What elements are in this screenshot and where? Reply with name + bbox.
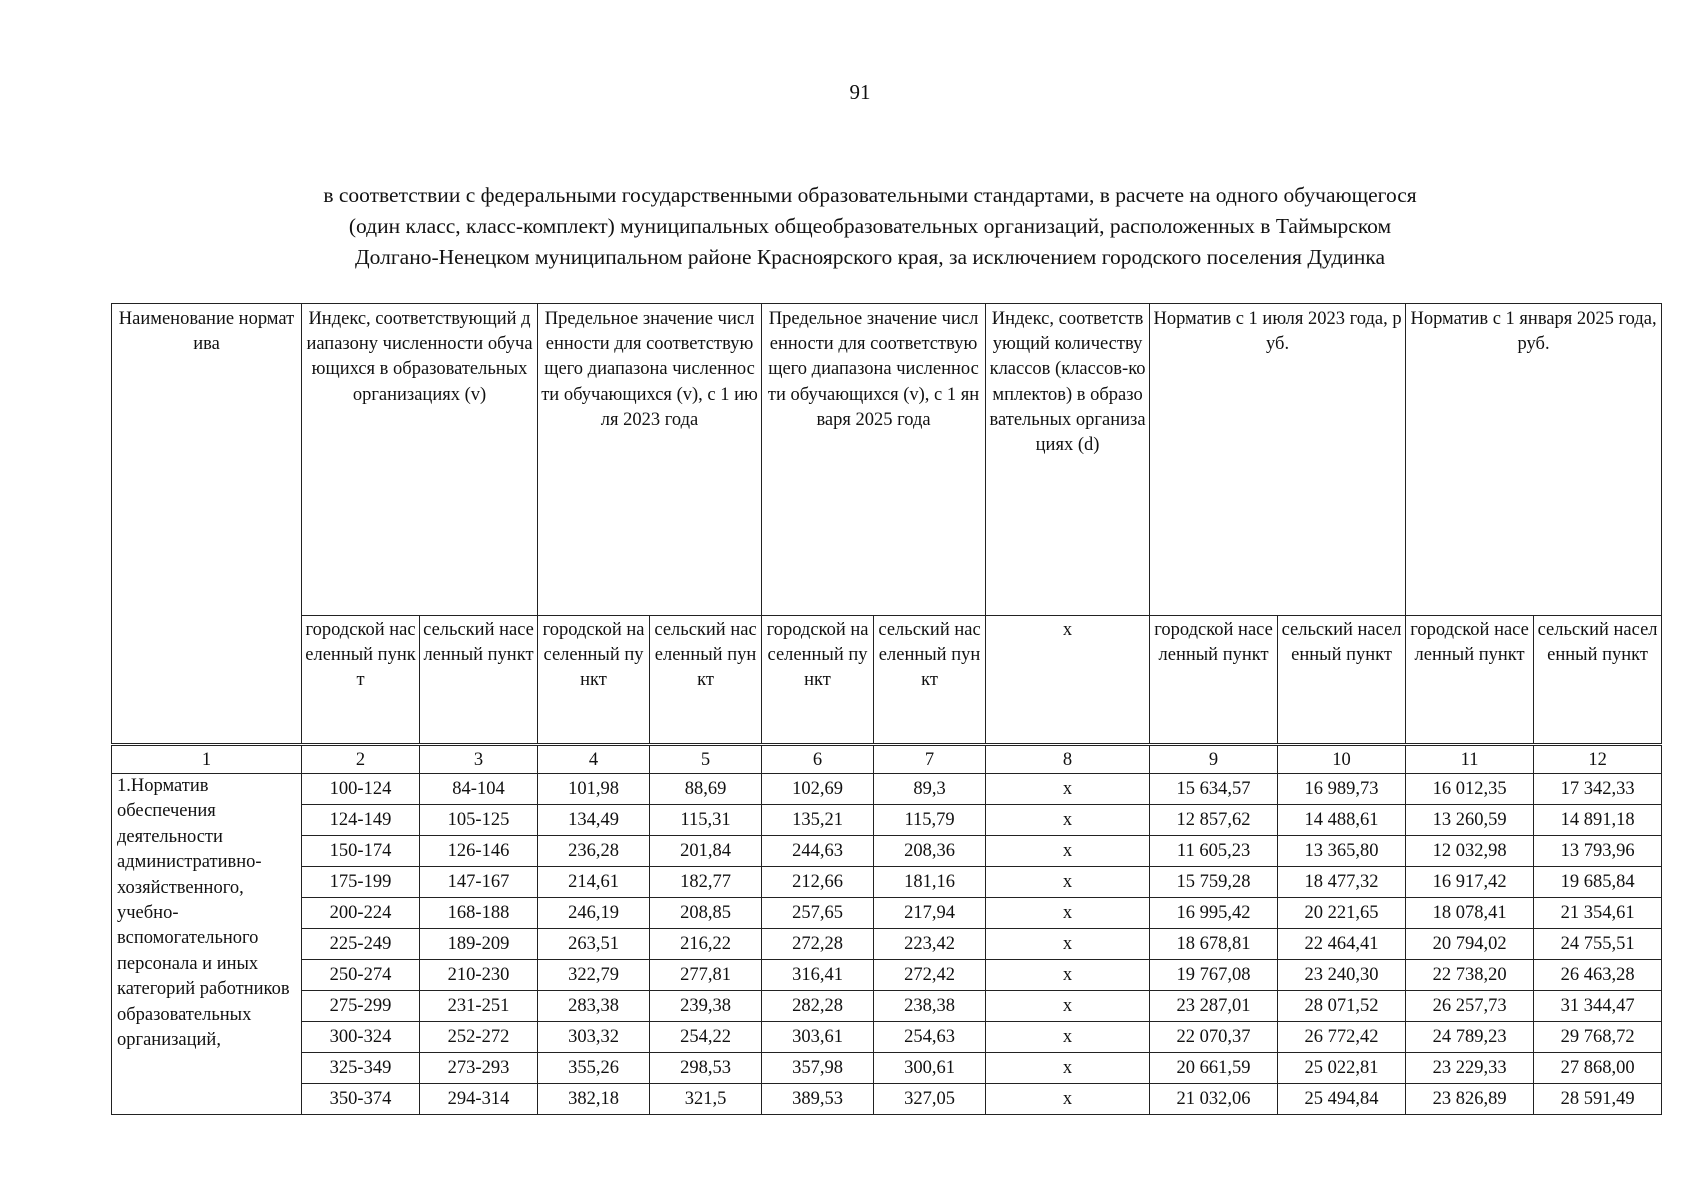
cell-limit-2023-rural: 88,69	[650, 774, 762, 805]
normative-table	[111, 303, 1662, 1115]
table-row	[112, 805, 1662, 836]
table-row	[112, 960, 1662, 991]
cell-norm-2023-urban: 22 070,37	[1150, 1022, 1278, 1053]
cell-norm-2025-rural: 29 768,72	[1534, 1022, 1662, 1053]
cell-norm-2025-rural: 13 793,96	[1534, 836, 1662, 867]
cell-norm-2025-urban: 12 032,98	[1406, 836, 1534, 867]
header-limit-2023: Предельное значение численности для соответствующего диапазона численности обучающихся (v), с 1 июля 2023 года	[538, 304, 762, 616]
cell-limit-2023-rural: 208,85	[650, 898, 762, 929]
cell-norm-2025-rural: 27 868,00	[1534, 1053, 1662, 1084]
header-normative-name: Наименование норматива	[112, 304, 302, 745]
cell-student-index-urban: 300-324	[302, 1022, 420, 1053]
cell-norm-2025-rural: 17 342,33	[1534, 774, 1662, 805]
table-row	[112, 867, 1662, 898]
cell-class-index: x	[986, 1022, 1150, 1053]
column-number: 5	[650, 745, 762, 774]
cell-norm-2023-rural: 18 477,32	[1278, 867, 1406, 898]
cell-student-index-urban: 175-199	[302, 867, 420, 898]
cell-student-index-rural: 294-314	[420, 1084, 538, 1115]
cell-limit-2023-rural: 298,53	[650, 1053, 762, 1084]
cell-norm-2025-rural: 31 344,47	[1534, 991, 1662, 1022]
cell-norm-2023-urban: 12 857,62	[1150, 805, 1278, 836]
header-student-index: Индекс, соответствующий диапазону численности обучающихся в образовательных организациях (v)	[302, 304, 538, 616]
column-number: 2	[302, 745, 420, 774]
subheader-rural: сельский населенный пункт	[1534, 616, 1662, 745]
cell-limit-2023-rural: 277,81	[650, 960, 762, 991]
subheader-urban: городской населенный пункт	[538, 616, 650, 745]
cell-norm-2023-rural: 23 240,30	[1278, 960, 1406, 991]
column-number-row	[112, 745, 1662, 774]
cell-limit-2025-urban: 212,66	[762, 867, 874, 898]
heading-line-3: Долгано-Ненецком муниципальном районе Красноярского края, за исключением городского поселения Дудинка	[354, 245, 1386, 269]
cell-norm-2025-urban: 23 826,89	[1406, 1084, 1534, 1115]
cell-norm-2023-rural: 13 365,80	[1278, 836, 1406, 867]
cell-limit-2025-urban: 272,28	[762, 929, 874, 960]
subheader-urban: городской населенный пункт	[302, 616, 420, 745]
cell-limit-2023-urban: 283,38	[538, 991, 650, 1022]
cell-limit-2023-urban: 355,26	[538, 1053, 650, 1084]
cell-limit-2025-urban: 257,65	[762, 898, 874, 929]
table-row	[112, 774, 1662, 805]
cell-limit-2023-rural: 239,38	[650, 991, 762, 1022]
cell-limit-2025-rural: 327,05	[874, 1084, 986, 1115]
cell-student-index-rural: 210-230	[420, 960, 538, 991]
cell-norm-2023-rural: 20 221,65	[1278, 898, 1406, 929]
cell-student-index-urban: 200-224	[302, 898, 420, 929]
cell-limit-2023-urban: 246,19	[538, 898, 650, 929]
cell-norm-2023-rural: 14 488,61	[1278, 805, 1406, 836]
cell-limit-2023-rural: 115,31	[650, 805, 762, 836]
cell-student-index-rural: 231-251	[420, 991, 538, 1022]
cell-limit-2023-rural: 201,84	[650, 836, 762, 867]
cell-limit-2025-urban: 389,53	[762, 1084, 874, 1115]
cell-limit-2025-rural: 272,42	[874, 960, 986, 991]
column-number: 6	[762, 745, 874, 774]
cell-limit-2025-rural: 217,94	[874, 898, 986, 929]
cell-norm-2023-urban: 23 287,01	[1150, 991, 1278, 1022]
subheader-rural: сельский населенный пункт	[1278, 616, 1406, 745]
cell-limit-2023-rural: 182,77	[650, 867, 762, 898]
column-number: 7	[874, 745, 986, 774]
cell-limit-2025-rural: 115,79	[874, 805, 986, 836]
column-number: 9	[1150, 745, 1278, 774]
column-number: 3	[420, 745, 538, 774]
cell-norm-2023-rural: 26 772,42	[1278, 1022, 1406, 1053]
cell-norm-2023-urban: 19 767,08	[1150, 960, 1278, 991]
cell-student-index-urban: 325-349	[302, 1053, 420, 1084]
cell-norm-2023-rural: 28 071,52	[1278, 991, 1406, 1022]
cell-limit-2023-urban: 101,98	[538, 774, 650, 805]
cell-norm-2025-urban: 26 257,73	[1406, 991, 1534, 1022]
cell-class-index: x	[986, 867, 1150, 898]
cell-norm-2025-rural: 24 755,51	[1534, 929, 1662, 960]
subheader-urban: городской населенный пункт	[1150, 616, 1278, 745]
cell-class-index: x	[986, 898, 1150, 929]
column-number: 10	[1278, 745, 1406, 774]
cell-class-index: x	[986, 991, 1150, 1022]
cell-limit-2025-rural: 254,63	[874, 1022, 986, 1053]
table-row	[112, 991, 1662, 1022]
cell-limit-2023-urban: 236,28	[538, 836, 650, 867]
cell-limit-2023-urban: 134,49	[538, 805, 650, 836]
cell-norm-2025-urban: 20 794,02	[1406, 929, 1534, 960]
cell-norm-2023-urban: 15 759,28	[1150, 867, 1278, 898]
table-row	[112, 836, 1662, 867]
cell-limit-2023-urban: 382,18	[538, 1084, 650, 1115]
cell-student-index-rural: 252-272	[420, 1022, 538, 1053]
cell-limit-2023-urban: 263,51	[538, 929, 650, 960]
cell-limit-2023-urban: 303,32	[538, 1022, 650, 1053]
subheader-urban: городской населенный пункт	[1406, 616, 1534, 745]
column-number: 11	[1406, 745, 1534, 774]
cell-limit-2025-urban: 316,41	[762, 960, 874, 991]
normative-name-cell: 1.Норматив обеспечения деятельности административно-хозяйственного, учебно-вспомогательного персонала и иных категорий работников образовательных организаций,	[112, 774, 302, 1115]
cell-norm-2023-urban: 15 634,57	[1150, 774, 1278, 805]
table-row	[112, 1084, 1662, 1115]
cell-student-index-rural: 189-209	[420, 929, 538, 960]
cell-norm-2025-urban: 24 789,23	[1406, 1022, 1534, 1053]
subheader-rural: сельский населенный пункт	[874, 616, 986, 745]
cell-limit-2025-rural: 89,3	[874, 774, 986, 805]
cell-norm-2025-urban: 16 012,35	[1406, 774, 1534, 805]
heading-line-2: (один класс, класс-комплект) муниципальных общеобразовательных организаций, расположенных в Таймырском	[348, 214, 1392, 238]
subheader-rural: сельский населенный пункт	[420, 616, 538, 745]
cell-limit-2025-urban: 282,28	[762, 991, 874, 1022]
table-row	[112, 1022, 1662, 1053]
heading-line-1: в соответствии с федеральными государственными образовательными стандартами, в расчете на одного обучающегося	[323, 183, 1417, 207]
cell-limit-2023-rural: 216,22	[650, 929, 762, 960]
cell-limit-2025-rural: 238,38	[874, 991, 986, 1022]
cell-limit-2023-urban: 214,61	[538, 867, 650, 898]
cell-limit-2025-urban: 135,21	[762, 805, 874, 836]
cell-norm-2025-urban: 22 738,20	[1406, 960, 1534, 991]
cell-norm-2025-urban: 18 078,41	[1406, 898, 1534, 929]
cell-norm-2025-rural: 21 354,61	[1534, 898, 1662, 929]
cell-student-index-rural: 168-188	[420, 898, 538, 929]
cell-limit-2023-rural: 254,22	[650, 1022, 762, 1053]
cell-limit-2023-rural: 321,5	[650, 1084, 762, 1115]
document-heading	[150, 180, 1590, 273]
column-number: 4	[538, 745, 650, 774]
table-row	[112, 898, 1662, 929]
cell-student-index-rural: 84-104	[420, 774, 538, 805]
cell-student-index-urban: 124-149	[302, 805, 420, 836]
header-limit-2025: Предельное значение численности для соответствующего диапазона численности обучающихся (v), с 1 января 2025 года	[762, 304, 986, 616]
cell-class-index: x	[986, 1084, 1150, 1115]
table-row	[112, 929, 1662, 960]
cell-student-index-urban: 150-174	[302, 836, 420, 867]
subheader-rural: сельский населенный пункт	[650, 616, 762, 745]
cell-class-index: x	[986, 929, 1150, 960]
cell-class-index: x	[986, 774, 1150, 805]
cell-limit-2025-rural: 208,36	[874, 836, 986, 867]
cell-class-index: x	[986, 805, 1150, 836]
cell-student-index-urban: 100-124	[302, 774, 420, 805]
cell-limit-2025-urban: 244,63	[762, 836, 874, 867]
table-row	[112, 1053, 1662, 1084]
cell-student-index-urban: 350-374	[302, 1084, 420, 1115]
cell-norm-2023-rural: 25 494,84	[1278, 1084, 1406, 1115]
cell-norm-2025-rural: 28 591,49	[1534, 1084, 1662, 1115]
cell-limit-2025-rural: 223,42	[874, 929, 986, 960]
cell-norm-2023-urban: 18 678,81	[1150, 929, 1278, 960]
cell-student-index-rural: 126-146	[420, 836, 538, 867]
cell-limit-2025-urban: 102,69	[762, 774, 874, 805]
cell-norm-2023-urban: 16 995,42	[1150, 898, 1278, 929]
cell-norm-2023-urban: 21 032,06	[1150, 1084, 1278, 1115]
cell-norm-2023-urban: 20 661,59	[1150, 1053, 1278, 1084]
cell-norm-2025-urban: 13 260,59	[1406, 805, 1534, 836]
cell-student-index-rural: 273-293	[420, 1053, 538, 1084]
cell-student-index-urban: 275-299	[302, 991, 420, 1022]
subheader-urban: городской населенный пункт	[762, 616, 874, 745]
cell-limit-2025-rural: 300,61	[874, 1053, 986, 1084]
cell-class-index: x	[986, 836, 1150, 867]
page-number: 91	[849, 80, 871, 104]
column-number: 8	[986, 745, 1150, 774]
cell-student-index-urban: 225-249	[302, 929, 420, 960]
header-class-index: Индекс, соответствующий количеству классов (классов-комплектов) в образовательных организациях (d)	[986, 304, 1150, 616]
cell-student-index-rural: 105-125	[420, 805, 538, 836]
column-number: 12	[1534, 745, 1662, 774]
cell-norm-2023-rural: 25 022,81	[1278, 1053, 1406, 1084]
cell-norm-2025-urban: 23 229,33	[1406, 1053, 1534, 1084]
cell-norm-2023-rural: 22 464,41	[1278, 929, 1406, 960]
cell-norm-2025-urban: 16 917,42	[1406, 867, 1534, 898]
header-norm-2023: Норматив с 1 июля 2023 года, руб.	[1150, 304, 1406, 616]
cell-student-index-urban: 250-274	[302, 960, 420, 991]
column-number: 1	[112, 745, 302, 774]
cell-class-index: x	[986, 1053, 1150, 1084]
header-norm-2025: Норматив с 1 января 2025 года, руб.	[1406, 304, 1662, 616]
cell-limit-2023-urban: 322,79	[538, 960, 650, 991]
cell-limit-2025-urban: 357,98	[762, 1053, 874, 1084]
cell-class-index: x	[986, 960, 1150, 991]
cell-norm-2025-rural: 19 685,84	[1534, 867, 1662, 898]
cell-limit-2025-rural: 181,16	[874, 867, 986, 898]
cell-norm-2023-urban: 11 605,23	[1150, 836, 1278, 867]
subheader-x: x	[986, 616, 1150, 745]
cell-limit-2025-urban: 303,61	[762, 1022, 874, 1053]
cell-student-index-rural: 147-167	[420, 867, 538, 898]
cell-norm-2023-rural: 16 989,73	[1278, 774, 1406, 805]
cell-norm-2025-rural: 14 891,18	[1534, 805, 1662, 836]
cell-norm-2025-rural: 26 463,28	[1534, 960, 1662, 991]
